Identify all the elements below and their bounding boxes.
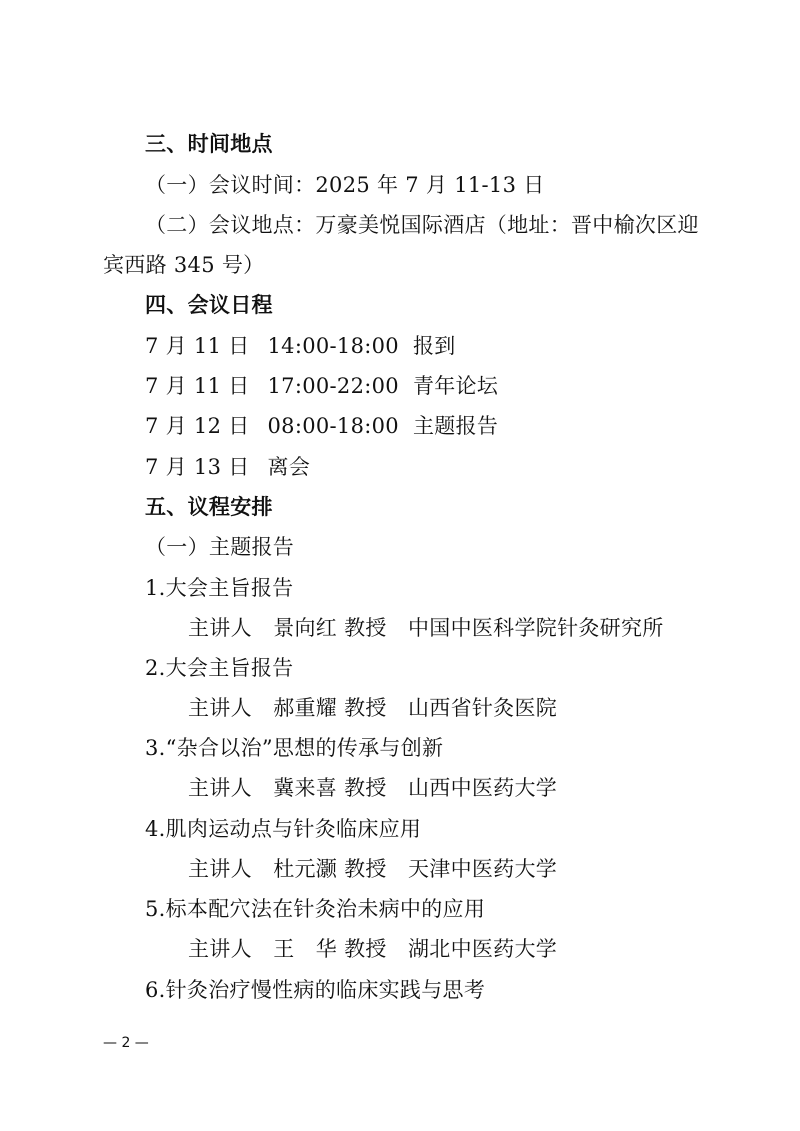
schedule-date: 7 月 12 日 <box>145 414 250 438</box>
schedule-date: 7 月 11 日 <box>145 334 250 358</box>
schedule-row <box>145 452 310 482</box>
schedule-row <box>145 411 498 441</box>
schedule-time: 08:00-18:00 <box>267 414 399 438</box>
report-speaker-line: 主讲人 王 华 教授 湖北中医药大学 <box>188 937 558 961</box>
report-title: 1.大会主旨报告 <box>145 576 294 600</box>
report-title: 5.标本配穴法在针灸治未病中的应用 <box>145 897 486 921</box>
section-four-title: 四、会议日程 <box>145 293 273 317</box>
schedule-time: 17:00-22:00 <box>267 374 399 398</box>
report-title: 3.“杂合以治”思想的传承与创新 <box>145 736 444 760</box>
section-three-title: 三、时间地点 <box>145 132 273 156</box>
schedule-date: 7 月 13 日 <box>145 455 250 479</box>
report-speaker-line: 主讲人 景向红 教授 中国中医科学院针灸研究所 <box>188 616 664 640</box>
schedule-event: 青年论坛 <box>412 374 499 398</box>
schedule-row <box>145 371 498 401</box>
schedule-event: 离会 <box>267 455 311 479</box>
page-number: — 2 — <box>103 1035 149 1051</box>
section-five-title: 五、议程安排 <box>145 495 273 519</box>
report-title: 4.肌肉运动点与针灸临床应用 <box>145 817 422 841</box>
schedule-date: 7 月 11 日 <box>145 374 250 398</box>
report-speaker-line: 主讲人 杜元灏 教授 天津中医药大学 <box>188 857 558 881</box>
report-speaker-line: 主讲人 郝重耀 教授 山西省针灸医院 <box>188 696 558 720</box>
report-title: 2.大会主旨报告 <box>145 656 294 680</box>
meeting-location-line-2: 宾西路 345 号） <box>103 253 265 277</box>
section-five-subtitle: （一）主题报告 <box>145 535 295 559</box>
schedule-event: 报到 <box>412 334 456 358</box>
schedule-event: 主题报告 <box>412 414 499 438</box>
meeting-location-line-1: （二）会议地点：万豪美悦国际酒店（地址：晋中榆次区迎 <box>145 213 699 237</box>
schedule-row <box>145 331 456 361</box>
report-speaker-line: 主讲人 冀来喜 教授 山西中医药大学 <box>188 776 558 800</box>
meeting-time-line: （一）会议时间：2025 年 7 月 11-13 日 <box>145 173 545 197</box>
schedule-time: 14:00-18:00 <box>267 334 399 358</box>
report-title: 6.针灸治疗慢性病的临床实践与思考 <box>145 978 486 1002</box>
